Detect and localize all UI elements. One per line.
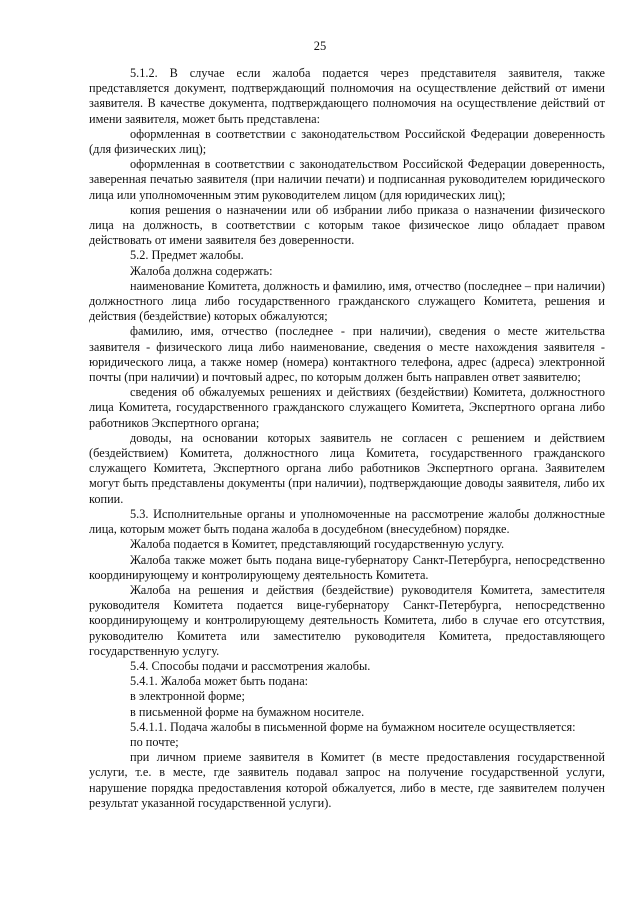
paragraph-5-1-2: 5.1.2. В случае если жалоба подается через представителя заявителя, также представляется документ, подтверждающий полномочия на осуществление действий от имени заявителя. В качестве документа, подтверждающего полномочия на осуществление действий от имени заявителя, может быть представлена:: [89, 66, 605, 126]
paragraph-paper-form: в письменной форме на бумажном носителе.: [130, 704, 365, 719]
paragraph-filed-to-vice-governor: Жалоба также может быть подана вице-губернатору Санкт-Петербурга, непосредственно координирующему и контролирующему деятельность Комитета.: [89, 552, 605, 582]
paragraph-5-4-heading: 5.4. Способы подачи и рассмотрения жалобы.: [130, 658, 371, 673]
paragraph-committee-name: наименование Комитета, должность и фамилию, имя, отчество (последнее – при наличии) должностного лица либо государственного гражданского служащего Комитета, решения и действия (бездействие) которых обжалуются;: [89, 278, 605, 324]
paragraph-appointment-decision-copy: копия решения о назначении или об избрании либо приказа о назначении физического лица на должность, в соответствии с которым такое физическое лицо обладает правом действовать от имени заявителя без доверенности.: [89, 202, 605, 248]
paragraph-5-3: 5.3. Исполнительные органы и уполномоченные на рассмотрение жалобы должностные лица, которым может быть подана жалоба в досудебном (внесудебном) порядке.: [89, 506, 605, 537]
paragraph-appealed-decisions: сведения об обжалуемых решениях и действиях (бездействии) Комитета, должностного лица Комитета, государственного гражданского служащего Комитета, Экспертного органа либо работников Экспертного органа;: [89, 385, 605, 430]
page-number: 25: [313, 39, 327, 53]
paragraph-personal-reception: при личном приеме заявителя в Комитет (в месте предоставления государственной услуги, т.е. в месте, где заявитель подавал запрос на получение государственной услуги, нарушение порядка предоставления которой обжалуется, либо в месте, где заявителем получен результат указанной государственной услуги).: [89, 750, 605, 810]
paragraph-power-of-attorney-legal-entities: оформленная в соответствии с законодательством Российской Федерации доверенность, заверенная печатью заявителя (при наличии печати) и подписанная руководителем юридического лица или уполномоченным этим руководителем лицом (для юридических лиц);: [89, 157, 605, 202]
paragraph-arguments: доводы, на основании которых заявитель не согласен с решением и действием (бездействием) Комитета, должностного лица Комитета, государственного гражданского служащего Комитета, Экспертного органа либо работников Экспертного органа. Заявителем могут быть представлены документы (при наличии), подтверждающие доводы заявителя, либо их копии.: [89, 430, 605, 506]
paragraph-complaint-on-head: Жалоба на решения и действия (бездействие) руководителя Комитета, заместителя руководителя Комитета подается вице-губернатору Санкт-Петербурга, непосредственно координирующему и контролирующему деятельность Комитета, либо в случае его отсутствия, руководителю Комитета или заместителю руководителя Комитета, предоставляющего государственную услугу.: [89, 582, 605, 658]
paragraph-5-4-1-1: 5.4.1.1. Подача жалобы в письменной форме на бумажном носителе осуществляется:: [130, 719, 576, 734]
document-body: [89, 66, 605, 811]
paragraph-complaint-must-contain: Жалоба должна содержать:: [130, 263, 273, 278]
paragraph-5-4-1: 5.4.1. Жалоба может быть подана:: [130, 674, 309, 689]
paragraph-applicant-details: фамилию, имя, отчество (последнее - при наличии), сведения о месте жительства заявителя - физического лица либо наименование, сведения о месте нахождения заявителя - юридического лица, а также номер (номера) контактного телефона, адрес (адреса) электронной почты (при наличии) и почтовый адрес, по которым должен быть направлен ответ заявителю;: [89, 324, 605, 385]
paragraph-electronic-form: в электронной форме;: [130, 689, 245, 704]
paragraph-filed-to-committee: Жалоба подается в Комитет, представляющий государственную услугу.: [130, 537, 505, 552]
paragraph-5-2-heading: 5.2. Предмет жалобы.: [130, 248, 244, 263]
paragraph-power-of-attorney-individuals: оформленная в соответствии с законодательством Российской Федерации доверенность (для физических лиц);: [89, 126, 605, 157]
paragraph-by-mail: по почте;: [130, 734, 179, 749]
